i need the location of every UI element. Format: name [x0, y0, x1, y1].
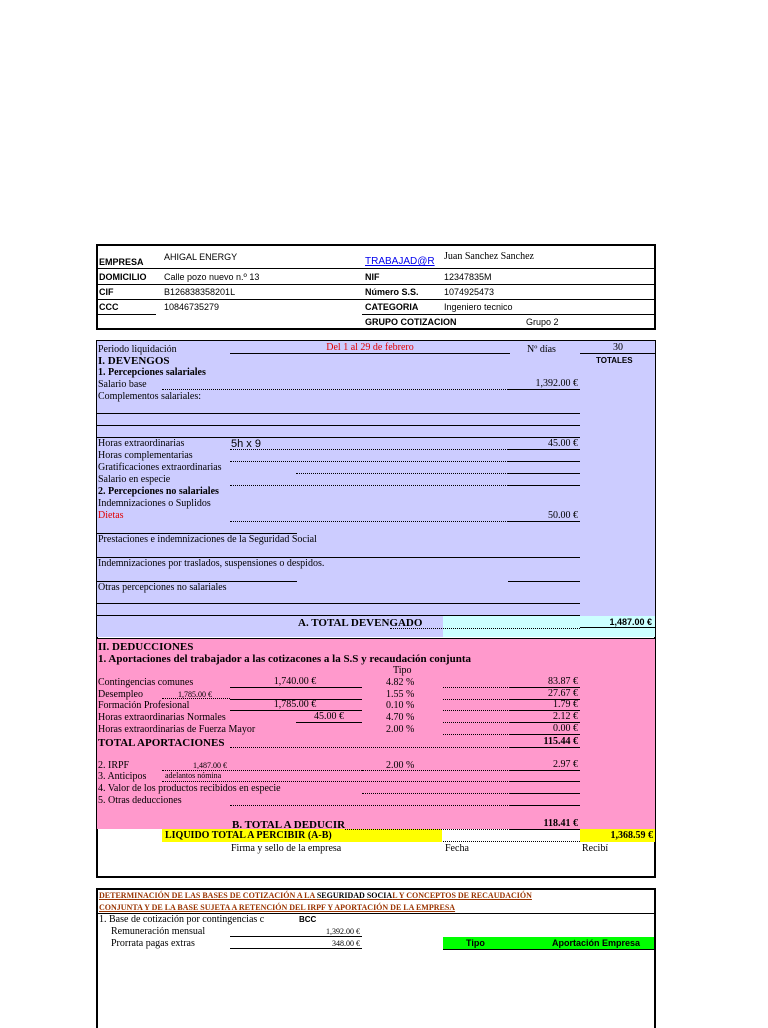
- header-divider: [96, 299, 656, 300]
- contingencias-label: Contingencias comunes: [98, 677, 194, 688]
- cif-value: B126838358201L: [164, 287, 236, 297]
- dotted-leader: [443, 841, 580, 842]
- dias-label: Nº días: [527, 344, 556, 355]
- value-underline: [508, 449, 580, 450]
- gratificaciones-label: Gratificaciones extraordinarias: [98, 462, 222, 473]
- nss-value: 1074925473: [444, 287, 495, 297]
- contingencias-base: 1,740.00 €: [273, 676, 317, 687]
- bases-title-part: L Y CONCEPTOS DE RECAUDACIÓN: [392, 891, 532, 900]
- value-underline: [230, 936, 362, 937]
- dotted-leader: [362, 793, 510, 794]
- blank-line: [508, 581, 580, 582]
- value-underline: [510, 793, 580, 794]
- prorrata-value: 348.00 €: [332, 939, 360, 948]
- deducciones-subtitle: 1. Aportaciones del trabajador a las cotizacones a la S.S y recaudación conjunta: [98, 653, 471, 665]
- dotted-leader: [162, 698, 230, 699]
- value-underline: [296, 722, 362, 723]
- header-divider: [362, 314, 656, 315]
- recibi-label: Recibí: [582, 843, 609, 854]
- dotted-leader: [162, 781, 510, 782]
- total-aportaciones-value: 115.44 €: [543, 736, 578, 747]
- grupo-label: GRUPO COTIZACION: [365, 317, 457, 327]
- header-divider: [96, 284, 656, 285]
- total-deducir-label: B. TOTAL A DEDUCIR: [232, 819, 346, 831]
- dotted-leader: [443, 734, 510, 735]
- bases-title-line1: [99, 890, 532, 902]
- remuneracion-label: Remuneración mensual: [111, 926, 206, 937]
- dias-value: 30: [613, 342, 623, 353]
- horas-normales-tipo: 4.70 %: [386, 712, 415, 723]
- formacion-importe: 1.79 €: [553, 699, 578, 710]
- value-underline: [510, 734, 580, 735]
- deducciones-title: II. DEDUCCIONES: [98, 641, 194, 653]
- dotted-leader: [443, 687, 510, 688]
- total-aportaciones-label: TOTAL APORTACIONES: [98, 737, 225, 749]
- fecha-label: Fecha: [445, 843, 469, 854]
- header-divider: [96, 314, 156, 315]
- dias-underline: [580, 353, 656, 354]
- desempleo-tipo: 1.55 %: [386, 689, 415, 700]
- especie-label: 4. Valor de los productos recibidos en especie: [98, 783, 281, 794]
- categoria-label: CATEGORIA: [365, 302, 419, 312]
- perc-salariales-title: 1. Percepciones salariales: [98, 367, 206, 378]
- ccc-value: 10846735279: [164, 302, 220, 312]
- horas-normales-base: 45.00 €: [314, 711, 344, 722]
- otras-deducciones-label: 5. Otras deducciones: [98, 795, 182, 806]
- bases-title-line2: CONJUNTA Y DE LA BASE SUJETA A RETENCIÓN DEL IRPF Y APORTACIÓN DE LA EMPRESA: [99, 903, 456, 912]
- indemnizaciones-label: Indemnizaciones o Suplidos: [98, 498, 211, 509]
- salario-especie-label: Salario en especie: [98, 474, 171, 485]
- dietas-value: 50.00 €: [548, 510, 578, 521]
- traslados-label: Indemnizaciones por traslados, suspensiones o despidos.: [98, 558, 325, 569]
- blank-line: [97, 413, 297, 414]
- trabajador-link[interactable]: TRABAJAD@R: [365, 256, 435, 267]
- horas-extra-label: Horas extraordinarias: [98, 438, 185, 449]
- dotted-leader: [390, 628, 580, 629]
- bases-title-part: DETERMINACIÓN DE LAS BASES DE COTIZACIÓN A LA: [99, 891, 317, 900]
- totales-label: TOTALES: [596, 356, 633, 365]
- categoria-value: Ingeniero tecnico: [444, 302, 513, 312]
- grupo-value: Grupo 2: [526, 317, 559, 327]
- value-underline: [230, 687, 362, 688]
- bases-title-highlight: SEGURIDAD SOCIA: [316, 891, 393, 900]
- value-underline: [510, 829, 580, 830]
- perc-no-salariales-title: 2. Percepciones no salariales: [98, 486, 219, 497]
- dietas-label: Dietas: [98, 510, 124, 521]
- horas-fuerza-mayor-tipo: 2.00 %: [386, 724, 415, 735]
- dotted-leader: [230, 485, 508, 486]
- desempleo-importe: 27.67 €: [548, 688, 578, 699]
- value-underline: [508, 485, 580, 486]
- empresa-value: AHIGAL ENERGY: [164, 252, 238, 262]
- dotted-leader: [443, 722, 510, 723]
- dotted-leader: [230, 461, 508, 462]
- dotted-leader: [362, 770, 510, 771]
- irpf-label: 2. IRPF: [98, 760, 130, 771]
- domicilio-value: Calle pozo nuevo n.º 13: [164, 272, 260, 282]
- dotted-leader: [230, 805, 510, 806]
- blank-line: [97, 425, 297, 426]
- blank-line: [297, 425, 580, 426]
- irpf-value: 2.97 €: [553, 759, 578, 770]
- value-underline: [508, 389, 580, 390]
- nif-value: 12347835M: [444, 272, 492, 282]
- dotted-leader: [230, 747, 510, 748]
- horas-fuerza-mayor-label: Horas extraordinarias de Fuerza Mayor: [98, 724, 256, 735]
- header-divider: [96, 268, 656, 269]
- nif-label: NIF: [365, 272, 380, 282]
- desempleo-base: 1,785.00 €: [178, 690, 212, 699]
- value-underline: [230, 948, 362, 949]
- contingencias-tipo: 4.82 %: [386, 677, 415, 688]
- dotted-leader: [345, 829, 510, 830]
- value-underline: [508, 473, 580, 474]
- formacion-tipo: 0.10 %: [386, 700, 415, 711]
- formacion-label: Formación Profesional: [98, 700, 190, 711]
- tipo-label: Tipo: [393, 665, 412, 676]
- horas-fuerza-mayor-importe: 0.00 €: [553, 723, 578, 734]
- complementos-label: Complementos salariales:: [98, 391, 202, 402]
- bases-tipo-label: Tipo: [466, 938, 485, 948]
- prorrata-label: Prorrata pagas extras: [111, 938, 195, 949]
- blank-line: [297, 603, 580, 604]
- irpf-tipo: 2.00 %: [386, 760, 415, 771]
- section-divider: [97, 638, 655, 639]
- aportacion-empresa-label: Aportación Empresa: [552, 938, 641, 948]
- periodo-label: Periodo liquidación: [98, 344, 177, 355]
- dotted-leader: [230, 449, 508, 450]
- dotted-leader: [443, 710, 510, 711]
- domicilio-label: DOMICILIO: [99, 272, 147, 282]
- dotted-leader: [296, 473, 508, 474]
- liquido-value: 1,368.59 €: [610, 830, 653, 841]
- base-contingencias-label: 1. Base de cotización por contingencias c: [99, 914, 265, 925]
- blank-line: [97, 603, 297, 604]
- contingencias-importe: 83.87 €: [548, 676, 578, 687]
- dotted-leader: [230, 521, 508, 522]
- value-underline: [510, 805, 580, 806]
- anticipos-note: adelantos nómina: [165, 771, 222, 780]
- value-underline: [510, 781, 580, 782]
- horas-normales-label: Horas extraordinarias Normales: [98, 712, 226, 723]
- periodo-underline: [230, 353, 510, 354]
- blank-line: [97, 615, 580, 616]
- value-underline: [510, 747, 580, 748]
- dotted-leader: [162, 389, 508, 390]
- bases-underline: [443, 949, 654, 950]
- salario-base-value: 1,392.00 €: [535, 378, 578, 389]
- bcc-label: BCC: [299, 915, 317, 924]
- value-underline: [580, 627, 656, 628]
- ccc-label: CCC: [99, 302, 119, 312]
- remuneracion-value: 1,392.00 €: [326, 927, 360, 936]
- value-underline: [508, 461, 580, 462]
- prestaciones-label: Prestaciones e indemnizaciones de la Seguridad Social: [98, 534, 317, 545]
- horas-extra-value: 45.00 €: [548, 438, 578, 449]
- value-underline: [508, 521, 580, 522]
- horas-compl-label: Horas complementarias: [98, 450, 193, 461]
- total-devengado-label: A. TOTAL DEVENGADO: [298, 617, 423, 629]
- total-devengado-value: 1,487.00 €: [609, 617, 652, 627]
- desempleo-label: Desempleo: [98, 689, 143, 700]
- cif-label: CIF: [99, 287, 114, 297]
- horas-extra-note: 5h x 9: [231, 438, 261, 450]
- devengos-title: I. DEVENGOS: [98, 355, 170, 367]
- total-deducir-value: 118.41 €: [543, 818, 578, 829]
- formacion-base: 1,785.00 €: [273, 699, 317, 710]
- irpf-base: 1,487.00 €: [193, 761, 227, 770]
- dotted-leader: [443, 699, 510, 700]
- empresa-label: EMPRESA: [99, 257, 144, 267]
- trabajador-value: Juan Sanchez Sanchez: [444, 251, 534, 262]
- liquido-label: LIQUIDO TOTAL A PERCIBIR (A-B): [165, 830, 332, 841]
- nss-label: Número S.S.: [365, 287, 419, 297]
- value-underline: [510, 770, 580, 771]
- firma-label: Firma y sello de la empresa: [231, 843, 342, 854]
- blank-line: [297, 413, 580, 414]
- periodo-value: Del 1 al 29 de febrero: [326, 342, 414, 353]
- anticipos-label: 3. Anticipos: [98, 771, 147, 782]
- horas-normales-importe: 2.12 €: [553, 711, 578, 722]
- salario-base-label: Salario base: [98, 379, 147, 390]
- otras-percepciones-label: Otras percepciones no salariales: [98, 582, 227, 593]
